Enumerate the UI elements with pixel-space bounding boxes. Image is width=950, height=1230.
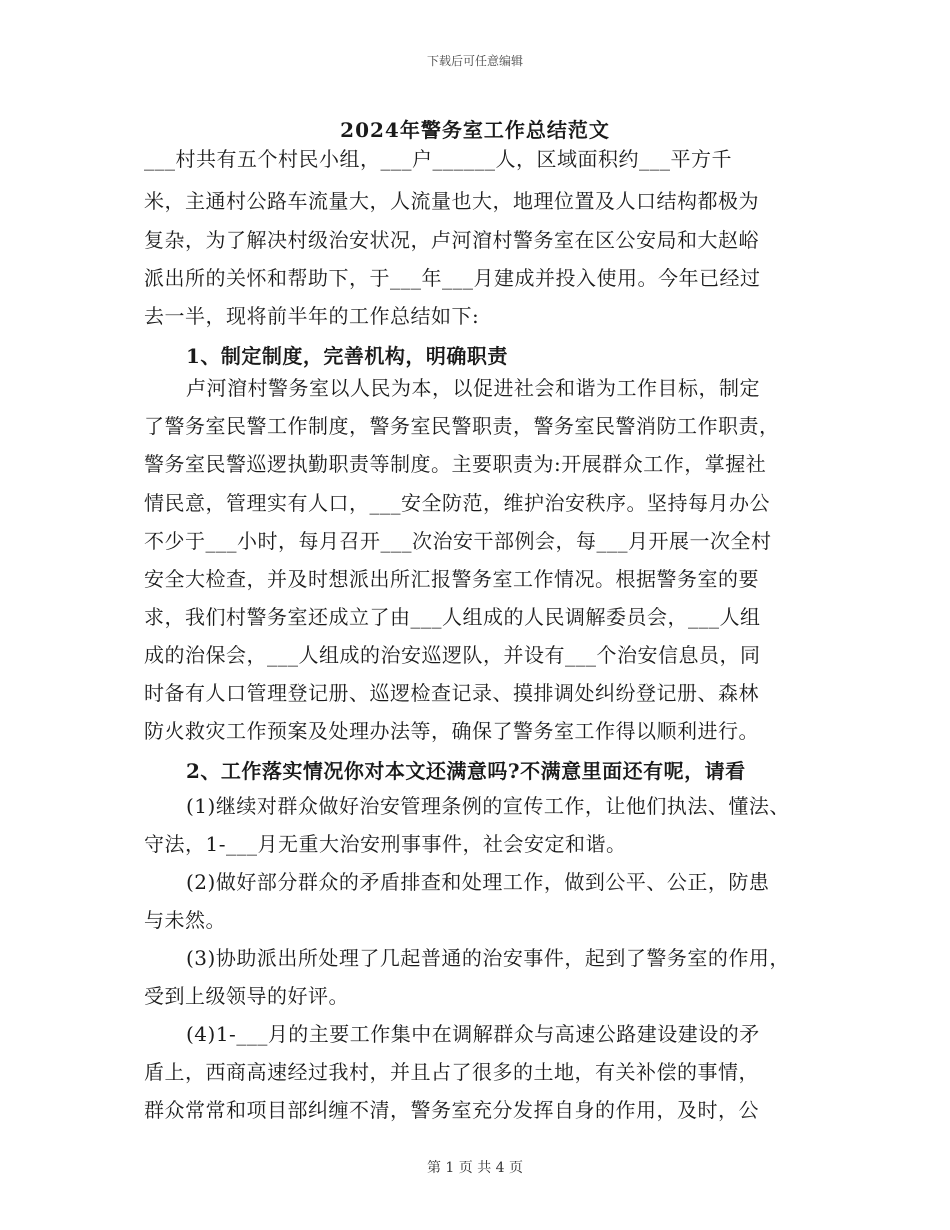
text-line: 求，我们村警务室还成立了由___人组成的人民调解委员会，___人组	[144, 605, 761, 629]
text-line: 不少于___小时，每月召开___次治安干部例会，每___月开展一次全村	[144, 529, 772, 553]
text-line: 了警务室民警工作制度，警务室民警职责，警务室民警消防工作职责，	[144, 414, 780, 438]
text-line: 与未然。	[144, 908, 226, 932]
text-line: (4)1-___月的主要工作集中在调解群众与高速公路建设建设的矛	[186, 1022, 760, 1046]
text-line: 复杂，为了解决村级治安状况，卢河㴭村警务室在区公安局和大赵峪	[144, 228, 759, 252]
text-line: 时备有人口管理登记册、巡逻检查记录、摸排调处纠纷登记册、森林	[144, 681, 759, 705]
page-footer: 第 1 页 共 4 页	[426, 1160, 524, 1176]
text-line: 成的治保会，___人组成的治安巡逻队，并设有___个治安信息员，同	[144, 643, 761, 667]
text-line: 情民意，管理实有人口，___安全防范，维护治安秩序。坚持每月办公	[144, 491, 770, 515]
text-line: 卢河㴭村警务室以人民为本，以促进社会和谐为工作目标，制定	[186, 376, 760, 400]
text-line: 派出所的关怀和帮助下，于___年___月建成并投入使用。今年已经过	[144, 266, 761, 290]
text-line: ___村共有五个村民小组，___户______人，区域面积约___平方千	[144, 147, 732, 171]
text-line: (1)继续对群众做好治安管理条例的宣传工作，让他们执法、懂法、	[186, 794, 790, 818]
text-line: 去一半，现将前半年的工作总结如下:	[144, 304, 480, 328]
text-line: (2)做好部分群众的矛盾排查和处理工作，做到公平、公正，防患	[186, 870, 770, 894]
section-heading: 2、工作落实情况你对本文还满意吗?不满意里面还有呢，请看	[186, 759, 746, 783]
page-header: 下载后可任意编辑	[426, 54, 523, 68]
text-line: 受到上级领导的好评。	[144, 984, 349, 1008]
text-line: 群众常常和项目部纠缠不清，警务室充分发挥自身的作用，及时，公	[144, 1098, 759, 1122]
text-line: 警务室民警巡逻执勤职责等制度。主要职责为:开展群众工作，掌握社	[144, 452, 767, 476]
text-line: 安全大检查，并及时想派出所汇报警务室工作情况。根据警务室的要	[144, 567, 759, 591]
document-title: 2024年警务室工作总结范文	[340, 118, 610, 142]
section-heading: 1、制定制度，完善机构，明确职责	[186, 344, 508, 368]
text-line: 守法，1-___月无重大治安刑事事件，社会安定和谐。	[144, 832, 627, 856]
text-line: (3)协助派出所处理了几起普通的治安事件，起到了警务室的作用，	[186, 946, 790, 970]
text-line: 米，主通村公路车流量大，人流量也大，地理位置及人口结构都极为	[144, 189, 759, 213]
text-line: 防火救灾工作预案及处理办法等，确保了警务室工作得以顺利进行。	[144, 719, 759, 743]
text-line: 盾上，西商高速经过我村，并且占了很多的土地，有关补偿的事情，	[144, 1060, 759, 1084]
